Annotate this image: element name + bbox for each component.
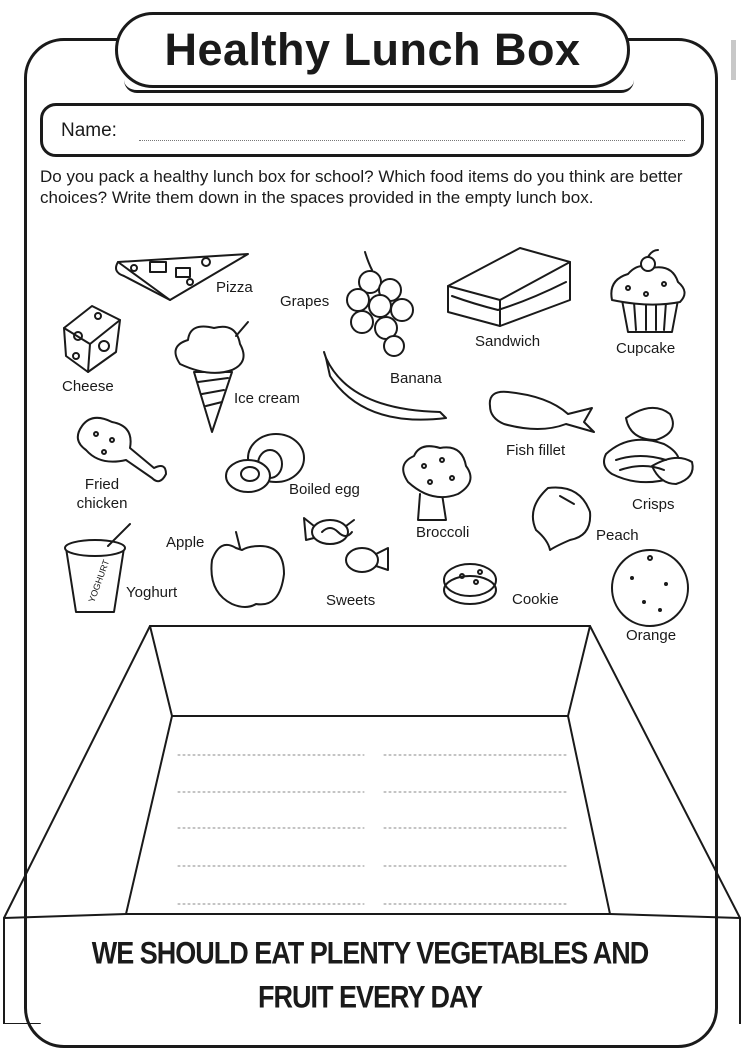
grapes-icon xyxy=(347,252,413,356)
label-ice-cream: Ice cream xyxy=(234,390,300,407)
ice-cream-icon xyxy=(176,322,249,432)
label-sandwich: Sandwich xyxy=(475,333,541,350)
yoghurt-icon xyxy=(65,524,130,612)
crisps-icon xyxy=(604,408,693,484)
label-apple: Apple xyxy=(166,534,205,551)
fish-fillet-icon xyxy=(490,392,594,432)
label-cheese: Cheese xyxy=(62,378,114,395)
cheese-icon xyxy=(64,306,120,372)
cookie-icon xyxy=(444,564,496,604)
label-banana: Banana xyxy=(390,370,442,387)
label-pizza: Pizza xyxy=(216,279,253,296)
label-crisps: Crisps xyxy=(632,496,675,513)
label-fried-chicken-2: chicken xyxy=(76,495,128,512)
yoghurt-cup-text: YOGHURT xyxy=(86,558,112,604)
orange-icon xyxy=(612,550,688,626)
label-cupcake: Cupcake xyxy=(616,340,676,357)
slogan-line-2: FRUIT EVERY DAY xyxy=(257,979,483,1015)
cupcake-icon xyxy=(611,250,684,332)
label-cookie: Cookie xyxy=(512,591,559,608)
page-title: Healthy Lunch Box xyxy=(164,24,581,75)
label-orange: Orange xyxy=(626,627,677,644)
fried-chicken-icon xyxy=(78,418,166,481)
label-yoghurt: Yoghurt xyxy=(126,584,178,601)
label-broccoli: Broccoli xyxy=(416,524,470,541)
broccoli-icon xyxy=(403,446,470,520)
label-sweets: Sweets xyxy=(326,592,376,609)
label-grapes: Grapes xyxy=(280,293,330,310)
name-label: Name: xyxy=(61,120,117,141)
label-fish-fillet: Fish fillet xyxy=(506,442,566,459)
sandwich-icon xyxy=(448,248,570,326)
instructions-text: Do you pack a healthy lunch box for school? Which food items do you think are better choices? Write them down in the spaces provided in the empty lunch box. xyxy=(40,167,683,207)
label-peach: Peach xyxy=(596,527,639,544)
peach-icon xyxy=(533,488,590,551)
label-fried-chicken-1: Fried xyxy=(84,476,120,493)
slogan-line-1: WE SHOULD EAT PLENTY VEGETABLES AND xyxy=(91,935,649,971)
label-boiled-egg: Boiled egg xyxy=(289,481,360,498)
sweets-icon xyxy=(304,518,388,572)
apple-icon xyxy=(211,532,284,607)
